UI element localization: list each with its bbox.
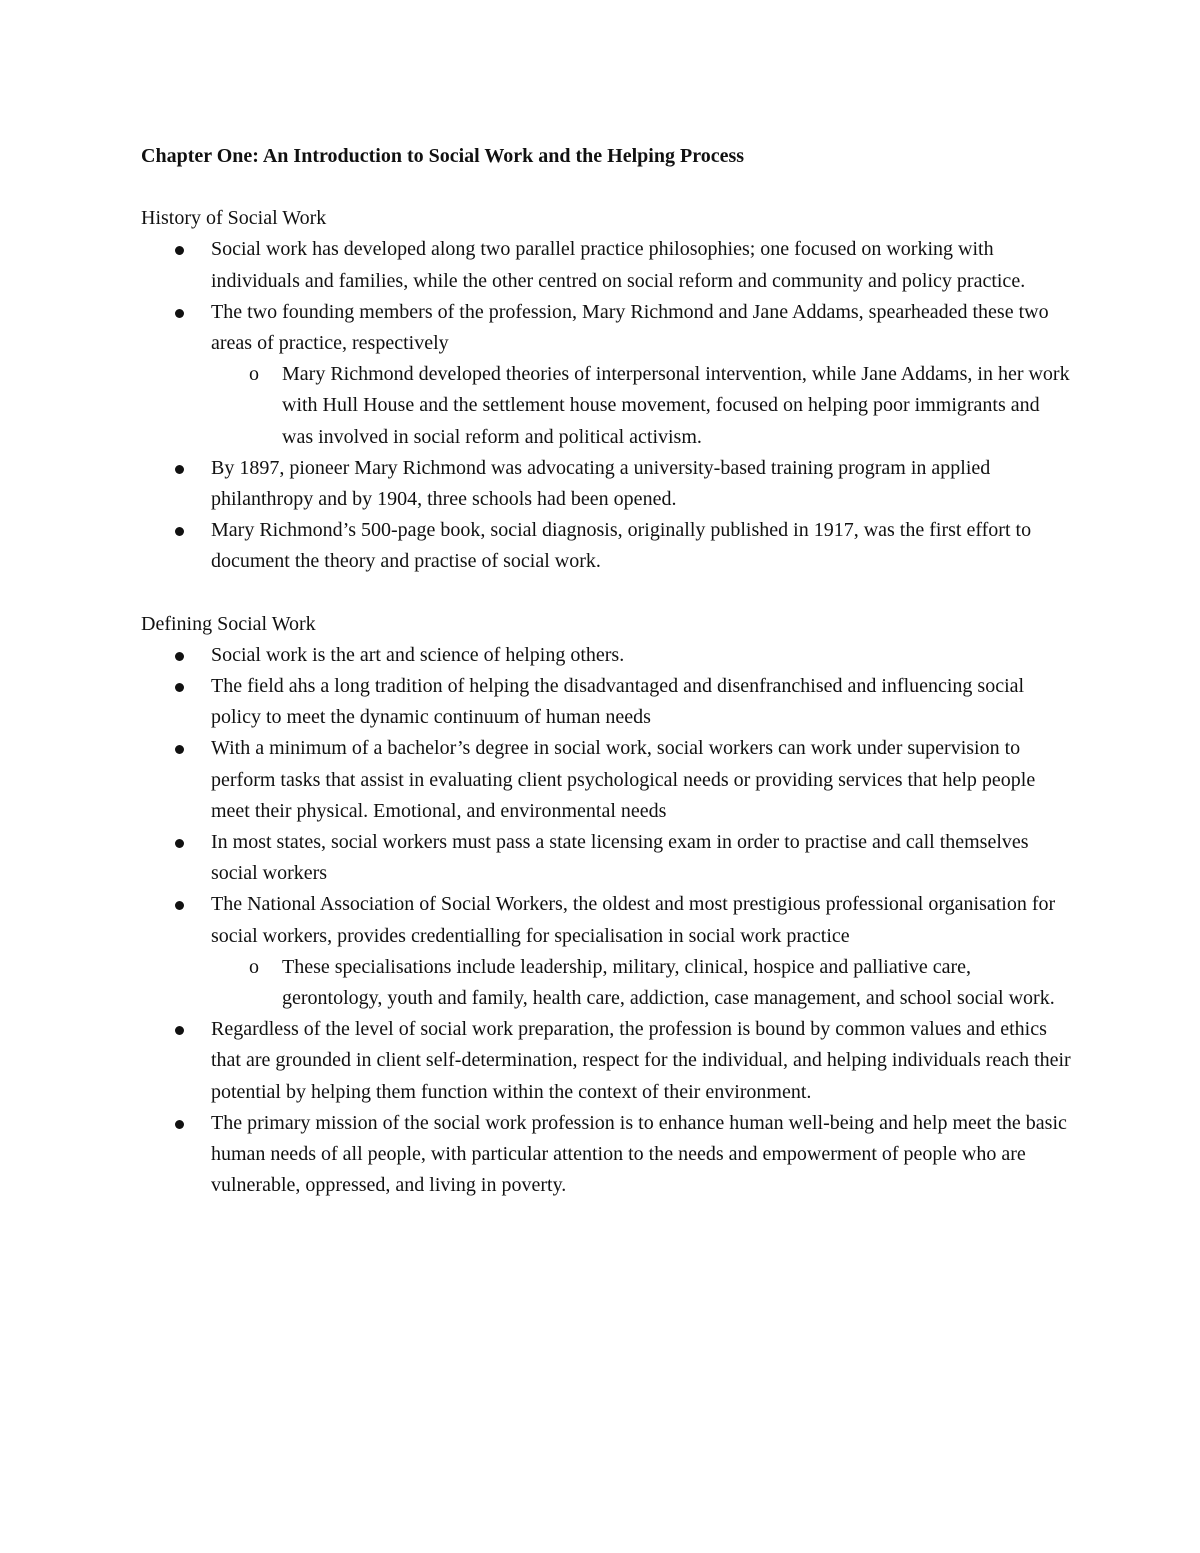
bullet-icon — [175, 901, 184, 910]
list-item-text: Mary Richmond’s 500-page book, social diagnosis, originally published in 1917, was the first effort to document the theory and practise of social work. — [211, 519, 1032, 573]
list-item-text: The two founding members of the profession, Mary Richmond and Jane Addams, spearheaded these two areas of practice, respectively — [211, 300, 1049, 355]
list-item — [141, 889, 1071, 1014]
list-item-text: In most states, social workers must pass a state licensing exam in order to practise and call themselves social workers — [211, 831, 1029, 885]
bullet-list — [141, 640, 1071, 1202]
bullet-icon — [175, 652, 184, 661]
sub-list-item — [211, 359, 1071, 453]
document-content — [141, 141, 1071, 1233]
bullet-icon — [175, 683, 184, 692]
list-item-text: Regardless of the level of social work preparation, the profession is bound by common values and ethics that are grounded in client self-determination, respect for the individual, and helping individuals reach their potential by helping them function within the context of their environment. — [211, 1018, 1071, 1103]
section — [141, 609, 1071, 1202]
list-item-text: The primary mission of the social work profession is to enhance human well-being and help meet the basic human needs of all people, with particular attention to the needs and empowerment of people who are vulnerable, oppressed, and living in poverty. — [211, 1111, 1067, 1197]
list-item — [141, 640, 1071, 671]
chapter-title: Chapter One: An Introduction to Social Work and the Helping Process — [141, 145, 745, 167]
sub-list-item — [211, 952, 1071, 1014]
list-item — [141, 1108, 1071, 1202]
bullet-icon — [175, 1120, 184, 1129]
sub-list-item-text: Mary Richmond developed theories of interpersonal intervention, while Jane Addams, in her work with Hull House and the settlement house movement, focused on helping poor immigrants and was involved in social reform and political activism. — [282, 363, 1070, 448]
list-item — [141, 297, 1071, 453]
list-item-text: The field ahs a long tradition of helping the disadvantaged and disenfranchised and influencing social policy to meet the dynamic continuum of human needs — [211, 675, 1025, 729]
list-item — [141, 234, 1071, 296]
list-item — [141, 671, 1071, 733]
list-item — [141, 733, 1071, 827]
section-heading: History of Social Work — [141, 207, 327, 230]
circle-bullet-icon: o — [249, 363, 259, 386]
list-item — [141, 515, 1071, 577]
list-item — [141, 1014, 1071, 1108]
list-item-text: The National Association of Social Workers, the oldest and most prestigious professional organisation for social workers, provides credentialling for specialisation in social work practice — [211, 893, 1056, 947]
bullet-icon — [175, 745, 184, 754]
list-item-text: Social work has developed along two parallel practice philosophies; one focused on working with individuals and families, while the other centred on social reform and community and policy practice. — [211, 238, 1026, 292]
section — [141, 203, 1071, 577]
bullet-icon — [175, 465, 184, 474]
bullet-icon — [175, 246, 184, 255]
list-item-text: By 1897, pioneer Mary Richmond was advocating a university-based training program in applied philanthropy and by 1904, three schools had been opened. — [211, 456, 991, 511]
bullet-list — [141, 234, 1071, 577]
bullet-icon — [175, 309, 184, 318]
list-item-text: Social work is the art and science of helping others. — [211, 643, 625, 666]
bullet-icon — [175, 839, 184, 848]
circle-bullet-icon: o — [249, 955, 259, 978]
list-item-text: With a minimum of a bachelor’s degree in social work, social workers can work under supervision to perform tasks that assist in evaluating client psychological needs or providing services that help people meet their physical. Emotional, and environmental needs — [211, 737, 1036, 822]
sub-list — [211, 359, 1071, 453]
list-item — [141, 453, 1071, 515]
section-heading: Defining Social Work — [141, 612, 316, 635]
bullet-icon — [175, 1026, 184, 1035]
sections-container — [141, 203, 1071, 1201]
sub-list — [211, 952, 1071, 1014]
sub-list-item-text: These specialisations include leadership, military, clinical, hospice and palliative care, gerontology, youth and family, health care, addiction, case management, and school social work. — [282, 955, 1055, 1010]
bullet-icon — [175, 527, 184, 536]
list-item — [141, 827, 1071, 889]
